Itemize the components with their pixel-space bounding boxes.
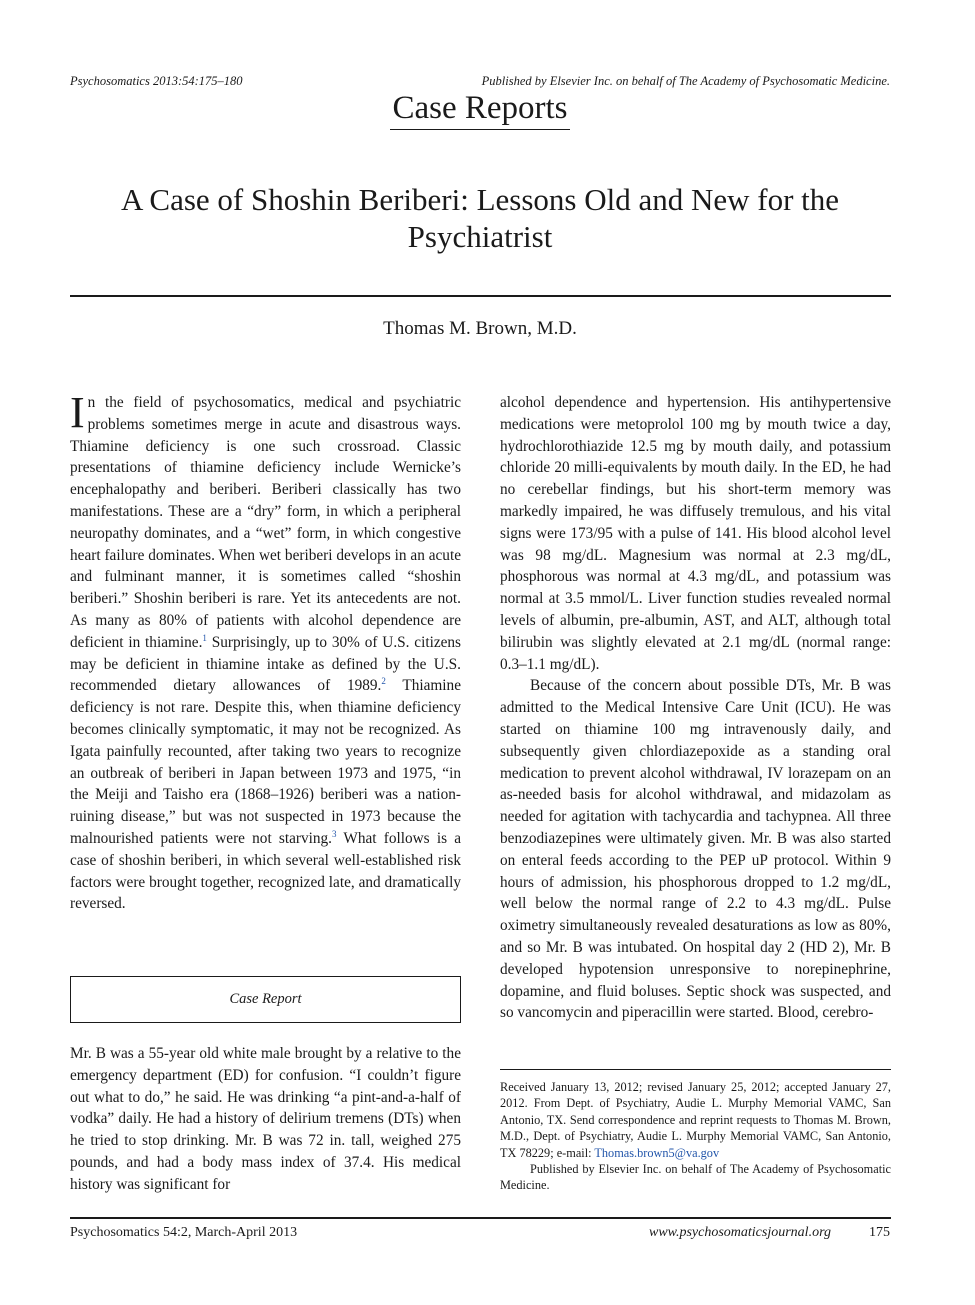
section-heading bbox=[0, 90, 960, 130]
running-header-publisher: Published by Elsevier Inc. on behalf of The Academy of Psychosomatic Medicine. bbox=[481, 74, 890, 88]
running-header-citation: Psychosomatics 2013:54:175–180 bbox=[70, 74, 243, 88]
footnote-published: Published by Elsevier Inc. on behalf of The Academy of Psychosomatic Medicine. bbox=[500, 1162, 891, 1193]
page-number: 175 bbox=[869, 1225, 890, 1240]
intro-text-b: Surprisingly, up to 30% of U.S. citizens may be deficient in thiamine intake as defined by the U.S. recommended dietary allowances of 1989. bbox=[70, 633, 462, 695]
case-report-heading: Case Report bbox=[229, 991, 302, 1007]
journal-url-link[interactable]: www.psychosomaticsjournal.org bbox=[648, 1225, 831, 1240]
footer-right bbox=[649, 1225, 890, 1241]
title-divider bbox=[70, 295, 891, 297]
intro-column bbox=[70, 388, 462, 915]
email-link[interactable]: Thomas.brown5@va.gov bbox=[594, 1145, 720, 1160]
footer-journal: Psychosomatics 54:2, March-April 2013 bbox=[70, 1225, 298, 1240]
footnote-divider bbox=[500, 1069, 891, 1070]
icu-paragraph: Because of the concern about possible DTs, Mr. B was admitted to the Medical Intensive Care Unit (ICU). He was started on thiamine 100 mg intravenously daily, and subsequently given chlordiazepoxide as a standing oral medication to prevent alcohol withdrawal, IV lorazepam on an as-needed basis for alcohol withdrawal, and midazolam as needed for agitation with tachycardia and tachypnea. All three benzodiazepines were ultimately given. Mr. B was also started on enteral feeds according to the PEP uP protocol. Within 9 hours of admission, his phosphorous dropped to 1.2 mg/dL, well below the normal range of 2.2 to 4.3 mg/dL. Pulse oximetry simultaneously revealed desaturations as low as 80%, and so Mr. B was intubated. On hospital day 2 (HD 2), Mr. B developed hypotension unresponsive to norepinephrine, dopamine, and fluid boluses. Septic shock was suspected, and so vancomycin and piperacillin were started. Blood, cerebro- bbox=[500, 677, 891, 1022]
footnote-received-text: Received January 13, 2012; revised January 25, 2012; accepted January 27, 2012. From Dept. of Psychiatry, Audie L. Murphy Memorial VAMC, San Antonio, TX. Send correspondence and reprint requests to Thomas M. Brown, M.D., Dept. of Psychiatry, Audie L. Murphy Memorial VAMC, San Antonio, TX 78229; e-mail: bbox=[500, 1080, 891, 1160]
intro-paragraph bbox=[70, 388, 462, 915]
right-column bbox=[500, 392, 891, 1024]
intro-text-a: n the field of psychosomatics, medical and psychiatric problems sometimes merge in acute and disastrous ways. Thiamine deficiency is one such crossroad. Classic presentations of thiamine deficiency include Wernicke’s encephalopathy and beriberi. Beriberi classically has two manifestations. These are a “dry” form, in which a peripheral neuropathy dominates, and a “wet” form, in which congestive heart failure dominates. When wet beriberi develops in an acute and fulminant manner, it is sometimes called “shoshin beriberi.” Shoshin beriberi is rare. Yet its antecedents are not. As many as 80% of patients with alcohol dependence are deficient in thiamine. bbox=[70, 394, 461, 651]
case-column bbox=[70, 1043, 461, 1196]
footnote bbox=[500, 1079, 891, 1194]
drop-cap: I bbox=[70, 388, 85, 437]
section-heading-text: Case Reports bbox=[390, 90, 569, 130]
case-report-heading-box bbox=[70, 976, 461, 1023]
reference-1-link[interactable]: 1 bbox=[202, 632, 207, 643]
article-title: A Case of Shoshin Beriberi: Lessons Old and New for the Psychiatrist bbox=[120, 182, 840, 254]
history-paragraph: alcohol dependence and hypertension. His antihypertensive medications were metoprolol 100 mg by mouth twice a day, hydrochlorothiazide 12.5 mg by mouth daily, and potassium chloride 20 milli-equivalents by mouth daily. In the ED, he had no cerebellar findings, but his short-term memory was markedly impaired, he was diffusely tremulous, and his vital signs were 173/95 with a pulse of 141. His blood alcohol level was 98 mg/dL. Magnesium was normal at 2.3 mg/dL, phosphorous was normal at 4.3 mg/dL, and potassium was normal at 3.5 mmol/L. Liver function studies revealed normal levels of albumin, pre-albumin, AST, and ALT, although total bilirubin was slightly elevated at 2.1 mg/dL (normal range: 0.3–1.1 mg/dL). bbox=[500, 394, 891, 673]
intro-text-c: Thiamine deficiency is not rare. Despite this, when thiamine deficiency becomes clinically symptomatic, it may not be recognized. As Igata painfully recounted, after taking two years to recognize an outbreak of beriberi in Japan between 1973 and 1975, “in the Meiji and Taisho era (1868–1926) beriberi was a nation-ruining disease,” but was not suspected in 1973 because the malnourished patients were not starving. bbox=[70, 677, 462, 847]
intro-text-d: What follows is a case of shoshin beriberi, in which several well-established risk factors were brought together, recognized late, and dramatically reversed. bbox=[70, 829, 462, 913]
footer-divider bbox=[70, 1217, 891, 1219]
reference-2-link[interactable]: 2 bbox=[381, 676, 386, 687]
reference-3-link[interactable]: 3 bbox=[332, 828, 337, 839]
case-paragraph: Mr. B was a 55-year old white male brought by a relative to the emergency department (ED) for confusion. “I couldn’t figure out what to do,” he said. He was drinking “a pint-and-a-half of vodka” daily. He had a history of delirium tremens (DTs) when he tried to stop drinking. Mr. B was 72 in. tall, weighed 275 pounds, and had a body mass index of 37.4. His medical history was significant for bbox=[70, 1045, 461, 1193]
footnote-received bbox=[500, 1079, 891, 1161]
author-name: Thomas M. Brown, M.D. bbox=[383, 318, 577, 339]
